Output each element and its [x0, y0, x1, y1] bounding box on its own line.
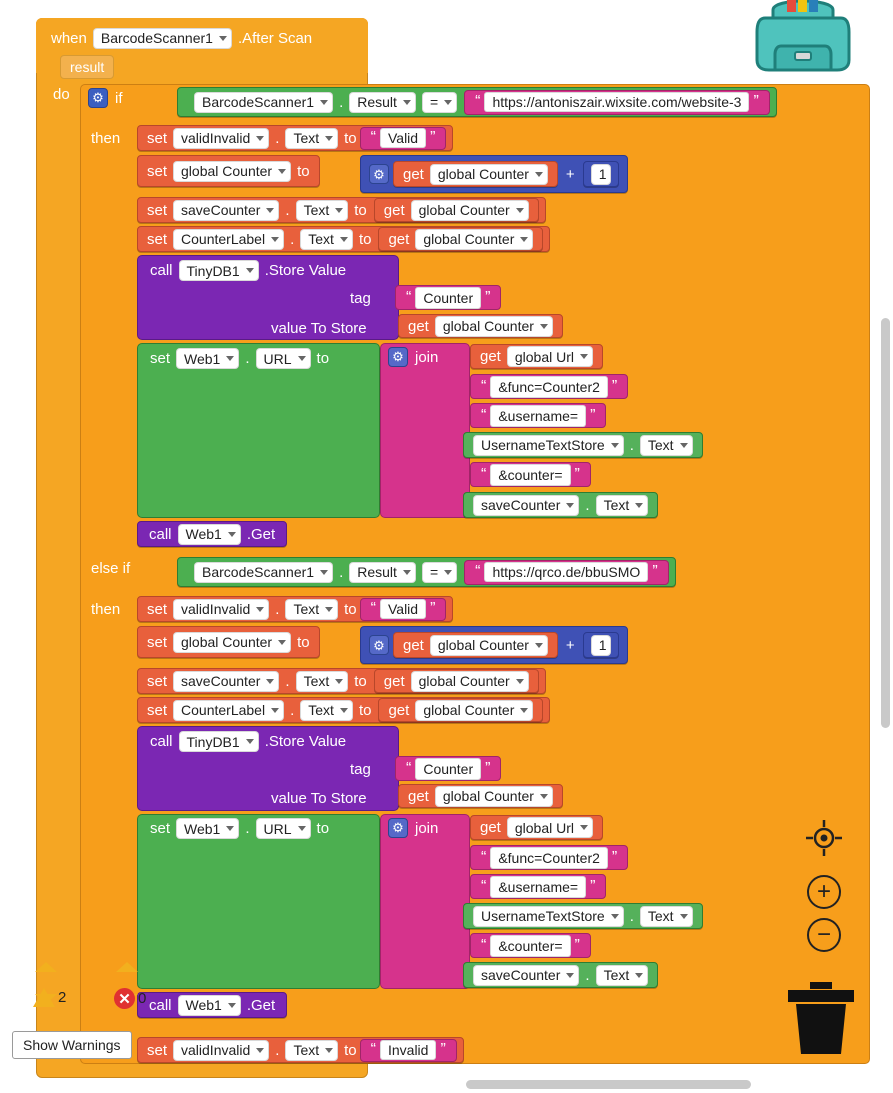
quote-close: ”: [485, 759, 491, 777]
error-count: 0: [138, 990, 147, 1007]
join-item-text-username-2[interactable]: “ &username= ”: [470, 874, 606, 899]
global-variable-dropdown[interactable]: global Counter: [173, 161, 291, 182]
dot: .: [585, 496, 590, 514]
component-dropdown[interactable]: saveCounter: [173, 671, 279, 692]
warning-triangle-icon: [33, 988, 55, 1007]
get-variable-dropdown[interactable]: global Counter: [415, 700, 533, 721]
global-variable-dropdown[interactable]: global Counter: [173, 632, 291, 653]
get-global-counter-7[interactable]: [378, 698, 543, 722]
quote-open: “: [481, 848, 487, 866]
property-dropdown[interactable]: Text: [285, 1040, 338, 1061]
component-dropdown[interactable]: validInvalid: [173, 128, 269, 149]
get-label: get: [403, 636, 424, 654]
backpack-icon[interactable]: [743, 0, 863, 77]
error-up-arrow[interactable]: [116, 962, 138, 972]
show-warnings-button[interactable]: [12, 1031, 132, 1059]
zoom-out-icon: −: [816, 921, 831, 948]
to-label: to: [354, 672, 367, 690]
warning-indicator[interactable]: [33, 988, 66, 1007]
component-dropdown[interactable]: CounterLabel: [173, 229, 284, 250]
join-label: join: [415, 348, 439, 366]
join-item-get-global-url-1[interactable]: [470, 344, 603, 369]
quote-close: ”: [590, 877, 596, 895]
set-label: set: [150, 820, 171, 837]
number-field[interactable]: 1: [591, 635, 612, 656]
event-param-result[interactable]: result: [60, 55, 114, 79]
text-valid-1[interactable]: “ Valid ”: [360, 127, 447, 150]
property-dropdown[interactable]: Text: [285, 128, 338, 149]
math-add-block-2[interactable]: [360, 626, 628, 664]
get-label: get: [408, 317, 429, 335]
set-web1-url-row-1: [147, 348, 332, 369]
quote-close: ”: [652, 563, 658, 580]
dot: .: [275, 600, 280, 618]
get-label: get: [480, 348, 501, 365]
number-block-1[interactable]: [583, 161, 620, 187]
text-valid-2[interactable]: “ Valid ”: [360, 598, 447, 621]
to-label: to: [316, 820, 330, 837]
get-variable-dropdown[interactable]: global Url: [507, 346, 593, 367]
trash-can-button[interactable]: [788, 982, 854, 1059]
join-block-1[interactable]: [380, 343, 470, 518]
mutator-gear-icon[interactable]: ⚙: [388, 347, 408, 367]
component-dropdown[interactable]: Web1: [176, 818, 239, 839]
number-field[interactable]: 1: [591, 164, 612, 185]
set-global-counter-2[interactable]: [137, 626, 320, 658]
compare1-operator-dropdown[interactable]: =: [422, 92, 457, 113]
tinydb-call-row-1: [147, 260, 349, 281]
quote-close: ”: [611, 377, 618, 395]
join-label: join: [415, 819, 439, 837]
quote-open: “: [370, 129, 376, 146]
property-dropdown[interactable]: URL: [256, 348, 311, 369]
component-dropdown[interactable]: saveCounter: [473, 965, 579, 986]
to-label: to: [354, 201, 367, 219]
if-label: if: [115, 89, 123, 107]
property-dropdown[interactable]: Text: [300, 700, 353, 721]
quote-close: ”: [753, 93, 759, 110]
value-to-store-label-2: value To Store: [271, 790, 367, 807]
set-counterlabel-text-2[interactable]: [137, 697, 550, 723]
component-dropdown[interactable]: Web1: [176, 348, 239, 369]
dot: .: [275, 1041, 280, 1059]
to-label: to: [344, 129, 357, 147]
set-label: set: [147, 1041, 168, 1059]
join-item-text-func-1[interactable]: “ &func=Counter2 ”: [470, 374, 628, 399]
set-web1-url-row-2: [147, 818, 332, 839]
set-web1-url-2[interactable]: [137, 814, 380, 989]
component-dropdown[interactable]: validInvalid: [173, 599, 269, 620]
join-item-usernametextstore-text-2[interactable]: [463, 903, 703, 929]
set-counterlabel-text-1[interactable]: [137, 226, 550, 252]
get-variable-dropdown[interactable]: global Counter: [435, 316, 553, 337]
join-item-savecounter-text-2[interactable]: [463, 962, 658, 988]
tinydb-tag-value-1[interactable]: “ Counter ”: [395, 285, 501, 310]
set-label: set: [147, 230, 168, 248]
mutator-gear-icon[interactable]: ⚙: [388, 818, 408, 838]
dot: .: [245, 350, 250, 367]
quote-open: “: [481, 465, 487, 483]
join-header-1: [388, 347, 441, 367]
dot: .: [290, 230, 295, 248]
get-variable-dropdown[interactable]: global Counter: [430, 635, 548, 656]
get-label: get: [388, 701, 410, 719]
zoom-in-button[interactable]: [807, 875, 841, 909]
set-savecounter-text-1[interactable]: [137, 197, 546, 223]
else-if-label: else if: [91, 560, 131, 577]
method-label: .Store Value: [264, 733, 347, 750]
dot: .: [275, 129, 280, 147]
get-variable-dropdown[interactable]: global Counter: [411, 200, 529, 221]
get-label: get: [408, 787, 429, 805]
then-label-2: then: [91, 601, 121, 618]
quote-close: ”: [574, 936, 580, 954]
component-dropdown[interactable]: CounterLabel: [173, 700, 284, 721]
dot: .: [245, 820, 250, 837]
dot: .: [629, 436, 634, 454]
error-circle-icon: ✕: [114, 988, 135, 1009]
tinydb-call-row-2: [147, 731, 349, 752]
property-dropdown[interactable]: Text: [285, 599, 338, 620]
compare1-text-value[interactable]: “ https://antoniszair.wixsite.com/website-3 ”: [464, 90, 770, 115]
quote-open: “: [475, 563, 481, 580]
if-row: [88, 88, 126, 108]
to-label: to: [358, 701, 372, 719]
quote-open: “: [475, 93, 481, 110]
to-label: to: [316, 350, 330, 367]
property-dropdown[interactable]: Text: [300, 229, 353, 250]
center-blocks-button[interactable]: [806, 820, 842, 861]
get-variable-dropdown[interactable]: global Counter: [415, 229, 533, 250]
compare-block-1[interactable]: [177, 87, 777, 117]
property-dropdown[interactable]: Text: [296, 671, 349, 692]
get-global-counter-6[interactable]: [374, 669, 539, 693]
quote-close: ”: [574, 465, 580, 483]
tinydb-tag-value-2[interactable]: “ Counter ”: [395, 756, 501, 781]
method-label: .Get: [246, 525, 276, 543]
compare2-operator-dropdown[interactable]: =: [422, 562, 457, 583]
to-label: to: [344, 1041, 357, 1059]
component-dropdown[interactable]: UsernameTextStore: [473, 906, 624, 927]
event-component-dropdown[interactable]: BarcodeScanner1: [93, 28, 232, 49]
zoom-in-icon: +: [816, 878, 831, 905]
get-label: get: [383, 201, 405, 219]
get-variable-dropdown[interactable]: global Counter: [411, 671, 529, 692]
compare2-text-value[interactable]: “ https://qrco.de/bbuSMO ”: [464, 560, 669, 585]
call-label: call: [149, 525, 172, 543]
dot: .: [285, 672, 290, 690]
join-item-usernametextstore-text-1[interactable]: [463, 432, 703, 458]
join-block-2[interactable]: [380, 814, 470, 989]
quote-close: ”: [440, 1041, 446, 1058]
dot-2: .: [339, 563, 344, 581]
join-item-savecounter-text-1[interactable]: [463, 492, 658, 518]
to-label: to: [358, 230, 372, 248]
set-global-counter-1[interactable]: [137, 155, 320, 187]
set-label: set: [150, 350, 171, 367]
quote-open: “: [370, 1041, 376, 1058]
component-dropdown[interactable]: UsernameTextStore: [473, 435, 624, 456]
horizontal-scrollbar[interactable]: [466, 1080, 751, 1089]
call-web1-get-1[interactable]: [137, 521, 287, 547]
to-label: to: [297, 162, 310, 180]
set-validinvalid-text-invalid[interactable]: [137, 1037, 464, 1063]
set-label: set: [147, 633, 168, 651]
mutator-gear-icon[interactable]: ⚙: [369, 635, 389, 655]
quote-open: “: [481, 936, 487, 954]
quote-close: ”: [485, 288, 491, 306]
get-label: get: [388, 230, 410, 248]
plus-operator: +: [565, 636, 575, 654]
component-dropdown[interactable]: saveCounter: [173, 200, 279, 221]
value-to-store-label-1: value To Store: [271, 320, 367, 337]
quote-open: “: [370, 600, 376, 617]
set-label: set: [147, 701, 168, 719]
mutator-gear-icon[interactable]: ⚙: [88, 88, 108, 108]
set-label: set: [147, 201, 168, 219]
get-label: get: [480, 819, 501, 836]
text-invalid[interactable]: “ Invalid ”: [360, 1039, 457, 1062]
set-validinvalid-text-2[interactable]: [137, 596, 453, 622]
mutator-gear-icon[interactable]: ⚙: [369, 164, 389, 184]
to-label: to: [297, 633, 310, 651]
show-warnings-label: Show Warnings: [23, 1037, 121, 1053]
set-web1-url-1[interactable]: [137, 343, 380, 518]
trash-icon: [788, 982, 854, 1054]
tag-label-2: tag: [350, 761, 371, 778]
compare2-property-dropdown[interactable]: Result: [349, 562, 416, 583]
dot: .: [285, 201, 290, 219]
center-target-icon: [806, 820, 842, 856]
set-label: set: [147, 129, 168, 147]
vertical-scrollbar[interactable]: [881, 318, 890, 728]
quote-close: ”: [430, 600, 436, 617]
property-dropdown[interactable]: Text: [596, 495, 649, 516]
set-label: set: [147, 672, 168, 690]
join-header-2: [388, 818, 441, 838]
error-indicator[interactable]: [114, 988, 146, 1009]
get-variable-dropdown[interactable]: global Counter: [430, 164, 548, 185]
quote-open: “: [481, 877, 487, 895]
call-web1-get-2[interactable]: [137, 992, 287, 1018]
call-label: call: [150, 262, 173, 279]
compare-block-2[interactable]: [177, 557, 676, 587]
plus-operator: +: [565, 165, 575, 183]
event-name-label: .After Scan: [237, 29, 313, 47]
dot: .: [290, 701, 295, 719]
compare1-component-dropdown[interactable]: BarcodeScanner1: [194, 92, 333, 113]
dot: .: [585, 966, 590, 984]
get-global-counter-2[interactable]: [374, 198, 539, 222]
dot-1: .: [339, 93, 344, 111]
warning-count: 2: [58, 989, 67, 1006]
quote-close: ”: [590, 406, 596, 424]
join-item-text-counter-2[interactable]: “ &counter= ”: [470, 933, 591, 958]
set-validinvalid-text-1[interactable]: [137, 125, 453, 151]
dot: .: [629, 907, 634, 925]
component-dropdown[interactable]: Web1: [178, 524, 241, 545]
call-label: call: [149, 996, 172, 1014]
join-item-get-global-url-2[interactable]: [470, 815, 603, 840]
get-global-counter-1[interactable]: [393, 161, 558, 187]
component-dropdown[interactable]: saveCounter: [473, 495, 579, 516]
quote-open: “: [481, 377, 487, 395]
call-label: call: [150, 733, 173, 750]
set-savecounter-text-2[interactable]: [137, 668, 546, 694]
to-label: to: [344, 600, 357, 618]
get-global-counter-8[interactable]: [398, 784, 563, 808]
when-label: when: [51, 29, 87, 47]
quote-close: ”: [430, 129, 436, 146]
property-dropdown[interactable]: Text: [640, 435, 693, 456]
then-label-1: then: [91, 130, 121, 147]
tinydb-component-dropdown[interactable]: TinyDB1: [179, 260, 259, 281]
quote-close: ”: [611, 848, 618, 866]
get-variable-dropdown[interactable]: global Url: [507, 817, 593, 838]
compare2-component-dropdown[interactable]: BarcodeScanner1: [194, 562, 333, 583]
get-global-counter-4[interactable]: [398, 314, 563, 338]
set-label: set: [147, 600, 168, 618]
tinydb-component-dropdown[interactable]: TinyDB1: [179, 731, 259, 752]
property-dropdown[interactable]: URL: [256, 818, 311, 839]
get-global-counter-5[interactable]: [393, 632, 558, 658]
quote-open: “: [406, 759, 412, 777]
do-label: do: [53, 86, 70, 103]
quote-open: “: [406, 288, 412, 306]
warning-up-arrow[interactable]: [35, 962, 57, 972]
join-item-text-username-1[interactable]: “ &username= ”: [470, 403, 606, 428]
property-dropdown[interactable]: Text: [640, 906, 693, 927]
get-variable-dropdown[interactable]: global Counter: [435, 786, 553, 807]
math-add-block-1[interactable]: [360, 155, 628, 193]
get-label: get: [403, 165, 424, 183]
property-dropdown[interactable]: Text: [596, 965, 649, 986]
get-global-counter-3[interactable]: [378, 227, 543, 251]
tag-label-1: tag: [350, 290, 371, 307]
get-label: get: [383, 672, 405, 690]
component-dropdown[interactable]: validInvalid: [173, 1040, 269, 1061]
method-label: .Store Value: [264, 262, 347, 279]
quote-open: “: [481, 406, 487, 424]
compare1-property-dropdown[interactable]: Result: [349, 92, 416, 113]
zoom-out-button[interactable]: [807, 918, 841, 952]
number-block-2[interactable]: [583, 632, 620, 658]
join-item-text-counter-1[interactable]: “ &counter= ”: [470, 462, 591, 487]
property-dropdown[interactable]: Text: [296, 200, 349, 221]
component-dropdown[interactable]: Web1: [178, 995, 241, 1016]
set-label: set: [147, 162, 168, 180]
method-label: .Get: [246, 996, 276, 1014]
join-item-text-func-2[interactable]: “ &func=Counter2 ”: [470, 845, 628, 870]
